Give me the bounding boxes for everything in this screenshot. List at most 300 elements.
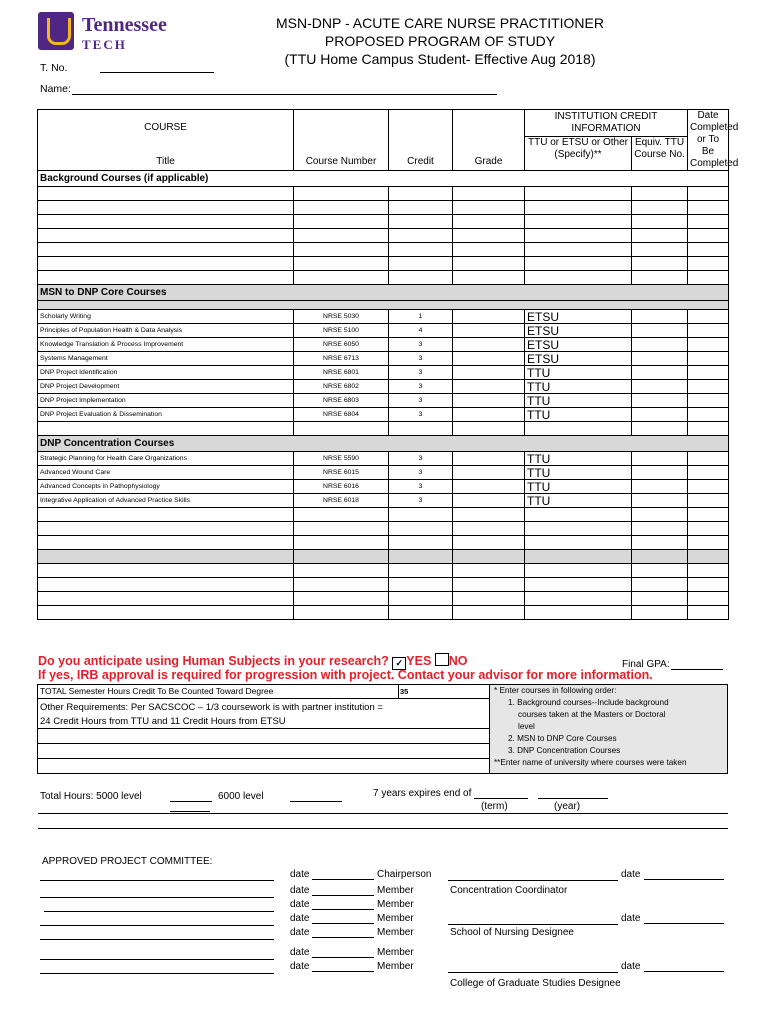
table-cell[interactable] <box>389 201 453 215</box>
table-cell[interactable] <box>632 394 688 408</box>
table-cell[interactable] <box>525 508 632 522</box>
table-cell[interactable] <box>453 243 525 257</box>
table-cell[interactable] <box>38 215 294 229</box>
table-cell[interactable] <box>525 215 632 229</box>
table-cell[interactable] <box>453 187 525 201</box>
table-cell: TTU <box>525 380 632 394</box>
table-cell[interactable] <box>525 422 632 436</box>
table-cell[interactable] <box>632 338 688 352</box>
member-label: Member <box>377 961 414 972</box>
table-cell: 3 <box>389 452 453 466</box>
table-cell[interactable] <box>389 243 453 257</box>
concentration-coordinator-label: Concentration Coordinator <box>450 885 568 896</box>
date-label: date <box>290 869 310 880</box>
table-cell[interactable] <box>453 466 525 480</box>
table-cell[interactable] <box>38 564 294 578</box>
table-row <box>38 452 729 466</box>
table-cell[interactable] <box>453 271 525 285</box>
table-cell[interactable] <box>525 536 632 550</box>
table-cell[interactable] <box>688 606 729 620</box>
course-title-header <box>38 110 294 171</box>
table-cell[interactable] <box>688 352 729 366</box>
table-cell[interactable] <box>453 550 525 564</box>
table-cell[interactable] <box>453 257 525 271</box>
table-cell[interactable] <box>632 229 688 243</box>
table-cell[interactable] <box>38 243 294 257</box>
instructions-line: * Enter courses in following order: <box>494 686 617 695</box>
table-cell[interactable] <box>688 243 729 257</box>
table-row <box>38 380 729 394</box>
table-cell[interactable] <box>688 394 729 408</box>
university-emblem-icon <box>38 12 74 50</box>
table-cell[interactable] <box>688 380 729 394</box>
table-cell[interactable] <box>525 606 632 620</box>
table-cell[interactable] <box>632 592 688 606</box>
table-cell[interactable] <box>525 243 632 257</box>
table-cell[interactable] <box>632 408 688 422</box>
date-field[interactable] <box>312 879 374 880</box>
table-cell: NRSE 5100 <box>294 324 389 338</box>
college-graduate-studies-designee-label: College of Graduate Studies Designee <box>450 978 621 989</box>
totals-box <box>37 684 489 774</box>
no-checkbox[interactable] <box>435 653 449 666</box>
instructions-line: 3. DNP Concentration Courses <box>508 746 621 755</box>
table-cell[interactable] <box>38 508 294 522</box>
table-row <box>38 436 729 452</box>
table-row <box>38 215 729 229</box>
table-cell[interactable] <box>688 592 729 606</box>
header-line3: (TTU Home Campus Student- Effective Aug 2018) <box>284 51 596 67</box>
signature-line[interactable] <box>40 897 274 898</box>
table-cell: 4 <box>389 324 453 338</box>
table-cell[interactable] <box>294 187 389 201</box>
table-cell[interactable] <box>294 422 389 436</box>
table-cell[interactable] <box>389 522 453 536</box>
yes-checkbox[interactable]: ✓ <box>392 657 406 670</box>
chairperson-label: Chairperson <box>377 869 432 880</box>
table-cell[interactable] <box>453 564 525 578</box>
table-cell[interactable] <box>453 452 525 466</box>
signature-line[interactable] <box>40 959 274 960</box>
committee-title: APPROVED PROJECT COMMITTEE: <box>42 856 213 867</box>
table-cell[interactable] <box>688 366 729 380</box>
table-cell[interactable] <box>389 271 453 285</box>
table-cell: TTU <box>525 480 632 494</box>
table-row <box>38 366 729 380</box>
instructions-line: 1. Background courses--Include background <box>508 698 669 707</box>
table-cell: TTU <box>525 408 632 422</box>
hours-6000-field[interactable] <box>290 801 342 802</box>
table-cell[interactable] <box>632 271 688 285</box>
table-row <box>38 187 729 201</box>
table-row <box>38 201 729 215</box>
table-cell: Integrative Application of Advanced Practice Skills <box>38 494 294 508</box>
table-cell[interactable] <box>453 522 525 536</box>
table-cell[interactable] <box>632 187 688 201</box>
other-requirements-line1: Other Requirements: Per SACSCOC – 1/3 coursework is with partner institution = <box>40 702 383 713</box>
concentration-section: DNP Concentration Courses <box>38 436 729 452</box>
logo-sub: TECH <box>82 37 127 52</box>
member-label: Member <box>377 947 414 958</box>
table-cell[interactable] <box>453 422 525 436</box>
table-cell[interactable] <box>38 592 294 606</box>
table-cell[interactable] <box>38 578 294 592</box>
table-cell: 3 <box>389 394 453 408</box>
table-row <box>38 508 729 522</box>
table-cell[interactable] <box>453 578 525 592</box>
table-cell[interactable] <box>294 606 389 620</box>
table-cell[interactable] <box>38 301 729 310</box>
table-cell[interactable] <box>632 466 688 480</box>
table-row <box>38 352 729 366</box>
table-cell[interactable] <box>632 215 688 229</box>
no-label: NO <box>448 654 468 668</box>
table-cell[interactable] <box>688 422 729 436</box>
table-cell: TTU <box>525 452 632 466</box>
table-cell[interactable] <box>38 271 294 285</box>
table-cell[interactable] <box>632 366 688 380</box>
table-cell[interactable] <box>688 310 729 324</box>
table-cell: Scholarly Writing <box>38 310 294 324</box>
table-cell[interactable] <box>389 508 453 522</box>
member-label: Member <box>377 913 414 924</box>
table-cell: Knowledge Translation & Process Improvement <box>38 338 294 352</box>
table-cell[interactable] <box>632 536 688 550</box>
table-cell[interactable] <box>632 522 688 536</box>
table-cell[interactable] <box>389 187 453 201</box>
underline <box>38 828 728 829</box>
table-cell[interactable] <box>688 494 729 508</box>
background-section: Background Courses (if applicable) <box>38 171 729 187</box>
date-label: date <box>621 913 641 924</box>
table-cell: 3 <box>389 352 453 366</box>
term-field[interactable] <box>474 798 528 799</box>
other-requirements-line2: 24 Credit Hours from TTU and 11 Credit Hours from ETSU <box>40 716 286 727</box>
signature-line[interactable] <box>40 939 274 940</box>
date-field[interactable] <box>644 879 724 880</box>
table-cell: NRSE 6018 <box>294 494 389 508</box>
date-field[interactable] <box>312 937 374 938</box>
table-cell[interactable] <box>453 380 525 394</box>
signature-line[interactable] <box>40 925 274 926</box>
table-cell[interactable] <box>525 578 632 592</box>
table-row <box>38 466 729 480</box>
core-section: MSN to DNP Core Courses <box>38 285 729 301</box>
date-field[interactable] <box>312 923 374 924</box>
table-cell[interactable] <box>453 324 525 338</box>
member-label: Member <box>377 899 414 910</box>
table-cell[interactable] <box>38 422 294 436</box>
table-cell[interactable] <box>294 536 389 550</box>
table-cell: 3 <box>389 338 453 352</box>
table-cell[interactable] <box>632 508 688 522</box>
instructions-line: **Enter name of university where courses were taken <box>494 758 687 767</box>
table-cell[interactable] <box>525 564 632 578</box>
table-cell[interactable] <box>632 352 688 366</box>
table-cell[interactable] <box>632 243 688 257</box>
table-cell[interactable] <box>38 201 294 215</box>
table-cell[interactable] <box>688 550 729 564</box>
table-cell[interactable] <box>688 452 729 466</box>
grade-header: Grade <box>453 110 525 171</box>
table-cell: DNP Project Evaluation & Dissemination <box>38 408 294 422</box>
table-row <box>38 550 729 564</box>
institution-header: INSTITUTION CREDIT INFORMATION <box>525 110 688 137</box>
table-cell[interactable] <box>294 229 389 243</box>
table-cell[interactable] <box>688 338 729 352</box>
table-cell[interactable] <box>294 508 389 522</box>
table-cell[interactable] <box>632 452 688 466</box>
signature-line[interactable] <box>448 972 618 973</box>
underline <box>38 813 728 814</box>
name-field[interactable] <box>72 94 497 95</box>
logo-brand: Tennessee <box>82 14 167 36</box>
table-cell[interactable] <box>632 380 688 394</box>
table-cell[interactable] <box>38 522 294 536</box>
table-cell[interactable] <box>688 271 729 285</box>
table-cell[interactable] <box>38 187 294 201</box>
table-cell[interactable] <box>294 564 389 578</box>
date-label: date <box>290 885 310 896</box>
date-field[interactable] <box>644 923 724 924</box>
school-of-nursing-designee-label: School of Nursing Designee <box>450 927 574 938</box>
table-cell[interactable] <box>389 550 453 564</box>
signature-line[interactable] <box>448 880 618 881</box>
table-cell[interactable] <box>632 201 688 215</box>
table-cell[interactable] <box>389 257 453 271</box>
table-cell[interactable] <box>688 578 729 592</box>
table-cell[interactable] <box>453 229 525 243</box>
table-cell[interactable] <box>453 394 525 408</box>
table-cell[interactable] <box>389 592 453 606</box>
table-cell: TTU <box>525 366 632 380</box>
title-header: Title <box>156 156 175 167</box>
table-cell[interactable] <box>453 408 525 422</box>
table-row <box>38 301 729 310</box>
table-cell[interactable] <box>453 201 525 215</box>
table-row <box>38 536 729 550</box>
total-hours-value: 35 <box>400 687 409 696</box>
signature-line[interactable] <box>44 911 274 912</box>
table-cell[interactable] <box>453 606 525 620</box>
table-cell: Advanced Wound Care <box>38 466 294 480</box>
table-cell[interactable] <box>389 606 453 620</box>
table-cell[interactable] <box>632 564 688 578</box>
table-cell[interactable] <box>632 310 688 324</box>
total-hours-5000-label: Total Hours: 5000 level <box>40 791 142 802</box>
table-cell[interactable] <box>688 522 729 536</box>
date-field[interactable] <box>312 957 374 958</box>
table-row <box>38 422 729 436</box>
table-cell[interactable] <box>38 257 294 271</box>
table-cell: NRSE 6803 <box>294 394 389 408</box>
table-cell[interactable] <box>525 187 632 201</box>
table-cell: NRSE 6050 <box>294 338 389 352</box>
table-cell[interactable] <box>294 522 389 536</box>
table-cell: DNP Project Development <box>38 380 294 394</box>
table-cell[interactable] <box>688 564 729 578</box>
table-cell[interactable] <box>525 257 632 271</box>
table-row <box>38 110 729 137</box>
table-cell[interactable] <box>453 310 525 324</box>
table-cell: DNP Project Implementation <box>38 394 294 408</box>
table-cell[interactable] <box>688 187 729 201</box>
table-cell[interactable] <box>688 215 729 229</box>
signature-line[interactable] <box>40 973 274 974</box>
table-cell: ETSU <box>525 310 632 324</box>
instructions-line: 2. MSN to DNP Core Courses <box>508 734 617 743</box>
table-cell: Systems Management <box>38 352 294 366</box>
member-label: Member <box>377 927 414 938</box>
table-cell[interactable] <box>294 550 389 564</box>
date-label: date <box>290 899 310 910</box>
table-cell: 1 <box>389 310 453 324</box>
table-cell[interactable] <box>453 352 525 366</box>
table-cell[interactable] <box>294 592 389 606</box>
table-cell[interactable] <box>525 522 632 536</box>
table-row <box>38 243 729 257</box>
table-cell[interactable] <box>632 480 688 494</box>
table-cell[interactable] <box>688 201 729 215</box>
table-cell[interactable] <box>294 215 389 229</box>
table-row <box>38 578 729 592</box>
date-field[interactable] <box>312 909 374 910</box>
table-cell[interactable] <box>632 550 688 564</box>
table-row <box>38 310 729 324</box>
table-cell: NRSE 6801 <box>294 366 389 380</box>
table-cell: 3 <box>389 380 453 394</box>
tennessee-tech-logo <box>38 12 188 54</box>
table-cell: Strategic Planning for Health Care Organizations <box>38 452 294 466</box>
table-cell[interactable] <box>632 257 688 271</box>
table-cell[interactable] <box>688 480 729 494</box>
date-label: date <box>290 947 310 958</box>
table-cell: 3 <box>389 494 453 508</box>
table-cell[interactable] <box>632 578 688 592</box>
table-cell[interactable] <box>389 422 453 436</box>
date-field[interactable] <box>644 971 724 972</box>
table-cell[interactable] <box>38 229 294 243</box>
year-field[interactable] <box>538 798 608 799</box>
table-cell[interactable] <box>688 324 729 338</box>
table-cell[interactable] <box>389 564 453 578</box>
table-cell[interactable] <box>525 271 632 285</box>
table-row <box>38 606 729 620</box>
table-cell: NRSE 5030 <box>294 310 389 324</box>
yes-label: YES <box>406 654 432 668</box>
table-cell: 3 <box>389 480 453 494</box>
final-gpa-label: Final GPA: <box>622 659 670 670</box>
tno-label: T. No. <box>40 62 68 74</box>
table-cell[interactable] <box>688 229 729 243</box>
table-cell[interactable] <box>453 215 525 229</box>
date-label: date <box>290 927 310 938</box>
table-cell[interactable] <box>525 550 632 564</box>
table-cell[interactable] <box>453 592 525 606</box>
table-cell: ETSU <box>525 324 632 338</box>
table-cell: NRSE 6015 <box>294 466 389 480</box>
table-row <box>38 592 729 606</box>
date-field[interactable] <box>312 895 374 896</box>
hours-6000-label: 6000 level <box>218 791 264 802</box>
hours-5000-field[interactable] <box>170 801 212 802</box>
table-row <box>38 564 729 578</box>
table-cell[interactable] <box>38 606 294 620</box>
table-cell[interactable] <box>688 466 729 480</box>
table-row <box>38 229 729 243</box>
table-row <box>38 394 729 408</box>
instructions-line: level <box>518 722 535 731</box>
underline <box>170 811 210 812</box>
table-cell: TTU <box>525 394 632 408</box>
table-cell: Advanced Concepts in Pathophysiology <box>38 480 294 494</box>
total-hours-label: TOTAL Semester Hours Credit To Be Counted Toward Degree <box>38 685 491 699</box>
table-cell: ETSU <box>525 338 632 352</box>
tno-field[interactable] <box>100 72 214 73</box>
date-field[interactable] <box>312 971 374 972</box>
table-cell: NRSE 6016 <box>294 480 389 494</box>
table-cell[interactable] <box>688 536 729 550</box>
equiv-header: Equiv. TTU Course No. <box>632 137 688 171</box>
table-cell: ETSU <box>525 352 632 366</box>
table-cell[interactable] <box>294 271 389 285</box>
table-cell[interactable] <box>453 366 525 380</box>
table-cell: Principles of Population Health & Data Analysis <box>38 324 294 338</box>
table-cell[interactable] <box>389 229 453 243</box>
table-cell[interactable] <box>525 592 632 606</box>
table-cell[interactable] <box>688 408 729 422</box>
table-cell[interactable] <box>525 201 632 215</box>
table-cell[interactable] <box>389 578 453 592</box>
table-cell[interactable] <box>453 480 525 494</box>
date-label: date <box>621 869 641 880</box>
table-cell[interactable] <box>453 508 525 522</box>
table-cell[interactable] <box>688 257 729 271</box>
final-gpa-field[interactable] <box>671 669 723 670</box>
ttu-etsu-header: TTU or ETSU or Other (Specify)** <box>525 137 632 171</box>
table-cell[interactable] <box>294 257 389 271</box>
table-cell[interactable] <box>38 536 294 550</box>
table-cell[interactable] <box>38 550 294 564</box>
table-cell[interactable] <box>453 494 525 508</box>
signature-line[interactable] <box>40 880 274 881</box>
table-cell[interactable] <box>632 422 688 436</box>
signature-line[interactable] <box>448 924 618 925</box>
table-cell[interactable] <box>632 494 688 508</box>
table-row <box>38 171 729 187</box>
table-cell[interactable] <box>389 215 453 229</box>
table-cell[interactable] <box>294 578 389 592</box>
table-cell[interactable] <box>453 536 525 550</box>
table-row <box>38 257 729 271</box>
credit-header: Credit <box>389 110 453 171</box>
table-cell: 3 <box>389 366 453 380</box>
header-line1: MSN-DNP - ACUTE CARE NURSE PRACTITIONER <box>276 15 604 31</box>
table-row <box>38 494 729 508</box>
table-cell[interactable] <box>688 508 729 522</box>
table-cell[interactable] <box>453 338 525 352</box>
table-cell[interactable] <box>525 229 632 243</box>
table-cell[interactable] <box>632 606 688 620</box>
table-row <box>38 285 729 301</box>
table-cell[interactable] <box>294 243 389 257</box>
table-cell: DNP Project Identification <box>38 366 294 380</box>
table-cell[interactable] <box>294 201 389 215</box>
table-cell[interactable] <box>389 536 453 550</box>
table-cell[interactable] <box>632 324 688 338</box>
header-line2: PROPOSED PROGRAM OF STUDY <box>324 33 556 49</box>
program-table <box>37 109 739 620</box>
